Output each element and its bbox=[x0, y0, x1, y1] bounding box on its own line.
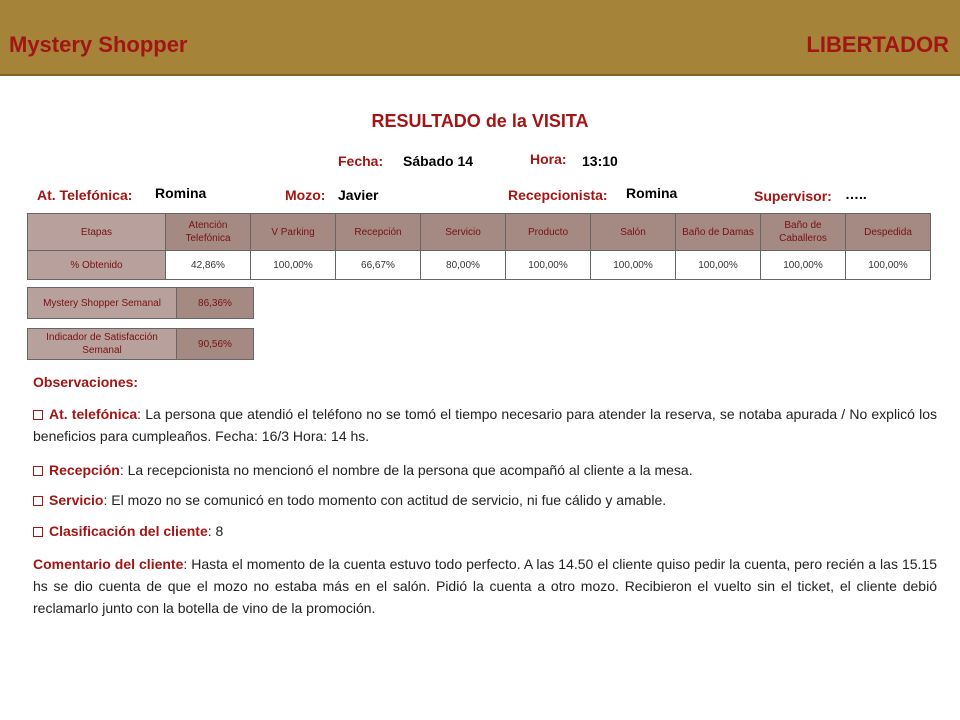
value-despedida: 100,00% bbox=[846, 251, 931, 280]
observation-telefonica-label: At. telefónica bbox=[49, 406, 138, 422]
weekly-satisfaction-label: Indicador de Satisfacción Semanal bbox=[28, 329, 177, 360]
telefonica-value: Romina bbox=[155, 185, 207, 201]
page-title: RESULTADO de la VISITA bbox=[371, 111, 589, 131]
weekly-shopper-label: Mystery Shopper Semanal bbox=[28, 288, 177, 319]
header-bar bbox=[0, 0, 960, 76]
observation-recepcion-label: Recepción bbox=[49, 462, 120, 478]
header-atencion-telefonica: Atención Telefónica bbox=[166, 214, 251, 251]
supervisor-value: ….. bbox=[845, 186, 867, 202]
weekly-satisfaction-table bbox=[27, 328, 254, 360]
checkbox-bullet-icon bbox=[33, 410, 43, 420]
value-salon: 100,00% bbox=[591, 251, 676, 280]
observation-telefonica-text: : La persona que atendió el teléfono no se tomó el tiempo necesario para atender la reserva, se notaba apurada / No explicó los beneficios para cumpleaños. Fecha: 16/3 Hora: 14 hs. bbox=[33, 406, 938, 444]
value-bano-damas: 100,00% bbox=[676, 251, 761, 280]
observation-telefonica bbox=[33, 403, 937, 447]
checkbox-bullet-icon bbox=[33, 496, 43, 506]
fecha-label: Fecha: bbox=[338, 153, 384, 169]
header-bano-caballeros: Baño de Caballeros bbox=[761, 214, 846, 251]
observation-recepcion-text: : La recepcionista no mencionó el nombre de la persona que acompañó al cliente a la mesa. bbox=[119, 462, 693, 478]
customer-comment bbox=[33, 553, 937, 619]
header-right-title: LIBERTADOR bbox=[806, 32, 949, 57]
hora-label: Hora: bbox=[530, 151, 567, 167]
value-v-parking: 100,00% bbox=[251, 251, 336, 280]
checkbox-bullet-icon bbox=[33, 466, 43, 476]
value-servicio: 80,00% bbox=[421, 251, 506, 280]
weekly-shopper-value: 86,36% bbox=[177, 288, 254, 319]
observation-clasificacion-label: Clasificación del cliente bbox=[49, 523, 208, 539]
recepcionista-label: Recepcionista: bbox=[508, 187, 608, 203]
results-table bbox=[27, 213, 931, 280]
header-producto: Producto bbox=[506, 214, 591, 251]
results-header-row bbox=[28, 214, 931, 251]
observation-servicio-label: Servicio bbox=[49, 492, 104, 508]
header-left-title: Mystery Shopper bbox=[9, 32, 188, 57]
recepcionista-value: Romina bbox=[626, 185, 678, 201]
observation-clasificacion bbox=[33, 520, 937, 542]
customer-comment-label: Comentario del cliente bbox=[33, 556, 184, 572]
observation-recepcion bbox=[33, 459, 937, 481]
hora-value: 13:10 bbox=[582, 153, 618, 169]
observation-clasificacion-text: : 8 bbox=[207, 523, 224, 539]
observations-heading: Observaciones: bbox=[33, 374, 139, 390]
fecha-value: Sábado 14 bbox=[403, 153, 474, 169]
row-label-obtenido: % Obtenido bbox=[28, 251, 166, 280]
mozo-label: Mozo: bbox=[285, 187, 326, 203]
supervisor-label: Supervisor: bbox=[754, 188, 832, 204]
header-bano-damas: Baño de Damas bbox=[676, 214, 761, 251]
results-value-row bbox=[28, 251, 931, 280]
observation-servicio bbox=[33, 489, 937, 511]
customer-comment-text: : Hasta el momento de la cuenta estuvo todo perfecto. A las 14.50 el cliente quiso pedir la cuenta, pero recién a las 15.15 hs se dio cuenta de que el mozo no estaba más en el salón. Pidió la cuenta a otro mozo. Recibieron el vuelto sin el ticket, el cliente debió reclamarlo junto con la botella de vino de la promoción. bbox=[33, 556, 937, 616]
header-despedida: Despedida bbox=[846, 214, 931, 251]
weekly-satisfaction-value: 90,56% bbox=[177, 329, 254, 360]
weekly-shopper-table bbox=[27, 287, 254, 319]
value-bano-caballeros: 100,00% bbox=[761, 251, 846, 280]
checkbox-bullet-icon bbox=[33, 527, 43, 537]
value-recepcion: 66,67% bbox=[336, 251, 421, 280]
header-servicio: Servicio bbox=[421, 214, 506, 251]
mozo-value: Javier bbox=[338, 187, 379, 203]
value-producto: 100,00% bbox=[506, 251, 591, 280]
header-recepcion: Recepción bbox=[336, 214, 421, 251]
telefonica-label: At. Telefónica: bbox=[37, 187, 133, 203]
header-salon: Salón bbox=[591, 214, 676, 251]
header-etapas: Etapas bbox=[28, 214, 166, 251]
header-v-parking: V Parking bbox=[251, 214, 336, 251]
observation-servicio-text: : El mozo no se comunicó en todo momento con actitud de servicio, ni fue cálido y amable. bbox=[103, 492, 667, 508]
value-atencion-telefonica: 42,86% bbox=[166, 251, 251, 280]
